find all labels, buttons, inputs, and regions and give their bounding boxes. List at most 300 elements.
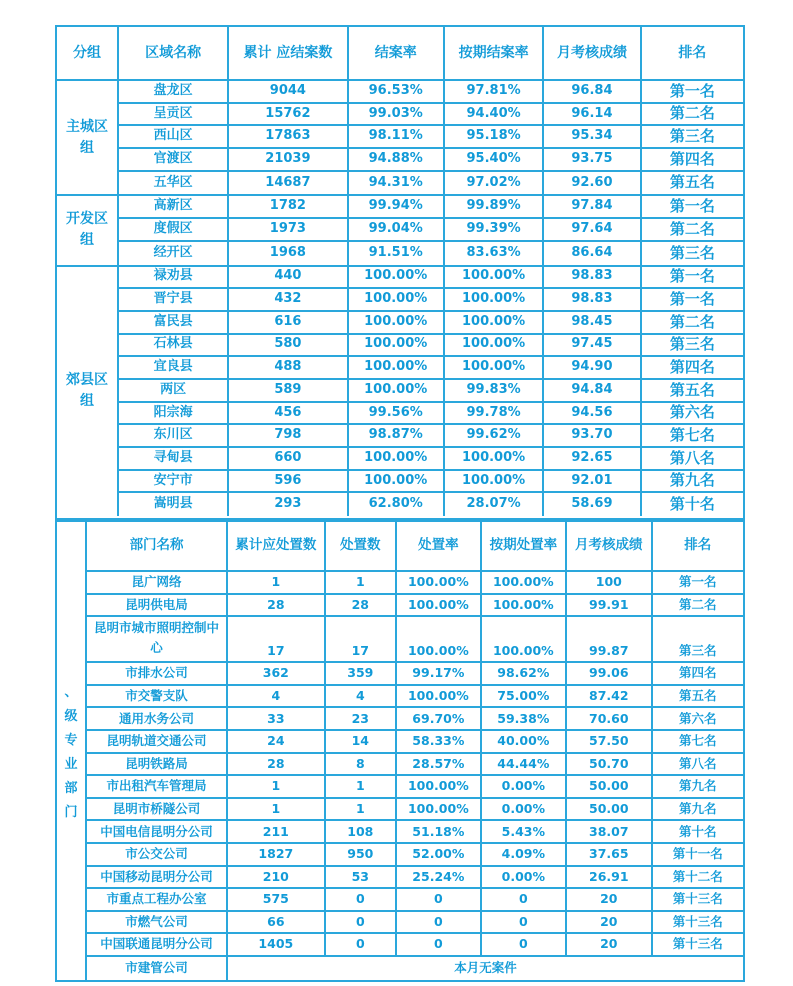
monthly-score-cell: 50.70 xyxy=(567,754,652,775)
district-group xyxy=(57,196,743,266)
monthly-score-cell: 87.42 xyxy=(567,686,652,707)
department-name-cell: 中国电信昆明分公司 xyxy=(87,821,228,842)
rank-cell: 第二名 xyxy=(669,312,715,331)
department-table-header xyxy=(87,522,743,572)
department-name-cell: 昆广网络 xyxy=(87,572,228,593)
region-name-cell: 富民县 xyxy=(119,312,229,333)
department-row xyxy=(87,686,743,709)
district-row xyxy=(119,219,743,242)
rank-cell: 第一名 xyxy=(669,81,715,100)
disposal-rate-cell: 58.33% xyxy=(397,731,482,752)
district-row xyxy=(119,242,743,265)
department-name-cell: 市公交公司 xyxy=(87,844,228,865)
header-cell-cumulative-cases: 累计 应结案数 xyxy=(229,27,348,79)
region-name-cell: 度假区 xyxy=(119,219,229,240)
district-group-rows xyxy=(119,196,743,264)
disposed-count-cell: 1 xyxy=(326,799,398,820)
monthly-score-cell: 93.70 xyxy=(544,425,641,446)
closure-rate-cell: 99.94% xyxy=(349,196,445,217)
ontime-closure-rate-cell: 100.00% xyxy=(445,335,544,356)
ontime-disposal-rate-cell: 0 xyxy=(482,934,567,955)
region-name-cell: 石林县 xyxy=(119,335,229,356)
monthly-score-cell: 57.50 xyxy=(567,731,652,752)
district-row xyxy=(119,357,743,380)
disposed-count-cell: 1 xyxy=(326,776,398,797)
cumulative-cases-cell: 456 xyxy=(229,403,348,424)
ontime-disposal-rate-cell: 59.38% xyxy=(482,708,567,729)
disposal-rate-cell: 0 xyxy=(397,912,482,933)
department-row xyxy=(87,754,743,777)
rank-cell: 第六名 xyxy=(679,710,717,726)
monthly-score-cell: 70.60 xyxy=(567,708,652,729)
disposed-count-cell: 17 xyxy=(326,617,398,661)
department-row xyxy=(87,617,743,663)
monthly-assessment-table xyxy=(55,25,745,982)
closure-rate-cell: 100.00% xyxy=(349,312,445,333)
region-name-cell: 西山区 xyxy=(119,126,229,147)
cumulative-cases-cell: 616 xyxy=(229,312,348,333)
district-group-label: 开发区组 xyxy=(57,196,119,264)
department-name-cell: 昆明供电局 xyxy=(87,595,228,616)
monthly-score-cell: 50.00 xyxy=(567,799,652,820)
cumulative-cases-cell: 15762 xyxy=(229,104,348,125)
closure-rate-cell: 100.00% xyxy=(349,357,445,378)
cumulative-disposals-cell: 211 xyxy=(228,821,325,842)
district-row xyxy=(119,425,743,448)
rank-cell: 第三名 xyxy=(669,243,715,262)
cumulative-disposals-cell: 4 xyxy=(228,686,325,707)
cumulative-cases-cell: 488 xyxy=(229,357,348,378)
closure-rate-cell: 96.53% xyxy=(349,81,445,102)
rank-cell: 第十名 xyxy=(669,495,715,514)
disposal-rate-cell: 100.00% xyxy=(397,686,482,707)
ontime-closure-rate-cell: 28.07% xyxy=(445,493,544,516)
closure-rate-cell: 100.00% xyxy=(349,448,445,469)
district-row xyxy=(119,493,743,516)
closure-rate-cell: 94.88% xyxy=(349,149,445,170)
department-name-cell: 市重点工程办公室 xyxy=(87,889,228,910)
rank-cell: 第六名 xyxy=(669,403,715,422)
region-name-cell: 禄劝县 xyxy=(119,267,229,288)
header-cell-rank: 排名 xyxy=(684,537,712,554)
disposal-rate-cell: 100.00% xyxy=(397,776,482,797)
district-row xyxy=(119,471,743,494)
rank-cell: 第二名 xyxy=(679,596,717,612)
department-name-cell: 市燃气公司 xyxy=(87,912,228,933)
monthly-score-cell: 98.45 xyxy=(544,312,641,333)
header-cell-group: 分组 xyxy=(57,27,119,79)
district-table-body xyxy=(57,81,743,516)
ontime-disposal-rate-cell: 0.00% xyxy=(482,799,567,820)
disposal-rate-cell: 28.57% xyxy=(397,754,482,775)
district-row xyxy=(119,312,743,335)
monthly-score-cell: 94.56 xyxy=(544,403,641,424)
cumulative-disposals-cell: 1 xyxy=(228,776,325,797)
closure-rate-cell: 98.87% xyxy=(349,425,445,446)
closure-rate-cell: 100.00% xyxy=(349,335,445,356)
closure-rate-cell: 62.80% xyxy=(349,493,445,516)
cumulative-disposals-cell: 28 xyxy=(228,754,325,775)
rank-cell: 第九名 xyxy=(669,471,715,490)
ontime-disposal-rate-cell: 40.00% xyxy=(482,731,567,752)
district-row xyxy=(119,81,743,104)
monthly-score-cell: 98.83 xyxy=(544,289,641,310)
cumulative-disposals-cell: 28 xyxy=(228,595,325,616)
department-row xyxy=(87,663,743,686)
closure-rate-cell: 100.00% xyxy=(349,289,445,310)
monthly-score-cell: 86.64 xyxy=(544,242,641,265)
department-row xyxy=(87,934,743,957)
department-table-main xyxy=(87,522,743,980)
district-table xyxy=(57,27,743,516)
rank-cell: 第一名 xyxy=(669,197,715,216)
disposal-rate-cell: 0 xyxy=(397,934,482,955)
rank-cell: 第三名 xyxy=(679,642,717,658)
disposal-rate-cell: 100.00% xyxy=(397,617,482,661)
region-name-cell: 晋宁县 xyxy=(119,289,229,310)
ontime-closure-rate-cell: 99.39% xyxy=(445,219,544,240)
ontime-closure-rate-cell: 83.63% xyxy=(445,242,544,265)
closure-rate-cell: 100.00% xyxy=(349,380,445,401)
monthly-score-cell: 92.65 xyxy=(544,448,641,469)
closure-rate-cell: 99.56% xyxy=(349,403,445,424)
department-name-cell: 昆明轨道交通公司 xyxy=(87,731,228,752)
disposal-rate-cell: 100.00% xyxy=(397,799,482,820)
region-name-cell: 两区 xyxy=(119,380,229,401)
ontime-closure-rate-cell: 95.18% xyxy=(445,126,544,147)
no-cases-note: 本月无案件 xyxy=(454,960,517,976)
region-name-cell: 官渡区 xyxy=(119,149,229,170)
closure-rate-cell: 91.51% xyxy=(349,242,445,265)
department-row xyxy=(87,708,743,731)
district-group-label: 郊县区组 xyxy=(57,267,119,517)
ontime-closure-rate-cell: 100.00% xyxy=(445,357,544,378)
district-row xyxy=(119,149,743,172)
ontime-disposal-rate-cell: 100.00% xyxy=(482,572,567,593)
monthly-score-cell: 94.84 xyxy=(544,380,641,401)
department-name-cell: 昆明铁路局 xyxy=(87,754,228,775)
monthly-score-cell: 37.65 xyxy=(567,844,652,865)
ontime-closure-rate-cell: 97.81% xyxy=(445,81,544,102)
rank-cell: 第五名 xyxy=(669,173,715,192)
ontime-disposal-rate-cell: 5.43% xyxy=(482,821,567,842)
header-cell-disposed-count: 处置数 xyxy=(326,522,398,570)
district-header-grid xyxy=(119,27,743,79)
monthly-score-cell: 95.34 xyxy=(544,126,641,147)
closure-rate-cell: 99.04% xyxy=(349,219,445,240)
cumulative-disposals-cell: 1827 xyxy=(228,844,325,865)
department-name-cell: 中国移动昆明分公司 xyxy=(87,867,228,888)
rank-cell: 第二名 xyxy=(669,219,715,238)
ontime-closure-rate-cell: 99.89% xyxy=(445,196,544,217)
disposed-count-cell: 4 xyxy=(326,686,398,707)
department-name-cell: 昆明市桥隧公司 xyxy=(87,799,228,820)
ontime-disposal-rate-cell: 98.62% xyxy=(482,663,567,684)
department-row xyxy=(87,912,743,935)
cumulative-cases-cell: 14687 xyxy=(229,172,348,195)
monthly-score-cell: 97.45 xyxy=(544,335,641,356)
district-group xyxy=(57,267,743,517)
cumulative-disposals-cell: 66 xyxy=(228,912,325,933)
department-table xyxy=(57,518,743,980)
disposal-rate-cell: 69.70% xyxy=(397,708,482,729)
rank-cell: 第十三名 xyxy=(672,891,723,907)
ontime-closure-rate-cell: 100.00% xyxy=(445,289,544,310)
side-label-char: 专 xyxy=(64,733,78,749)
ontime-disposal-rate-cell: 0 xyxy=(482,889,567,910)
department-name-cell: 昆明市城市照明控制中心 xyxy=(87,617,228,661)
district-table-header xyxy=(57,27,743,81)
cumulative-disposals-cell: 33 xyxy=(228,708,325,729)
cumulative-disposals-cell: 210 xyxy=(228,867,325,888)
disposed-count-cell: 23 xyxy=(326,708,398,729)
disposal-rate-cell: 99.17% xyxy=(397,663,482,684)
header-cell-department-name: 部门名称 xyxy=(87,522,228,570)
monthly-score-cell: 99.87 xyxy=(567,617,652,661)
header-cell-ontime-closure-rate: 按期结案率 xyxy=(445,27,544,79)
cumulative-disposals-cell: 24 xyxy=(228,731,325,752)
monthly-score-cell: 38.07 xyxy=(567,821,652,842)
district-row xyxy=(119,196,743,219)
department-row xyxy=(87,889,743,912)
closure-rate-cell: 100.00% xyxy=(349,471,445,492)
disposal-rate-cell: 100.00% xyxy=(397,595,482,616)
rank-cell: 第七名 xyxy=(679,733,717,749)
district-row xyxy=(119,104,743,127)
rank-cell: 第十三名 xyxy=(672,936,723,952)
cumulative-cases-cell: 21039 xyxy=(229,149,348,170)
department-row xyxy=(87,776,743,799)
department-name-cell: 中国联通昆明分公司 xyxy=(87,934,228,955)
disposed-count-cell: 950 xyxy=(326,844,398,865)
disposed-count-cell: 0 xyxy=(326,889,398,910)
department-name-cell: 市交警支队 xyxy=(87,686,228,707)
ontime-disposal-rate-cell: 75.00% xyxy=(482,686,567,707)
cumulative-cases-cell: 589 xyxy=(229,380,348,401)
region-name-cell: 呈贡区 xyxy=(119,104,229,125)
monthly-score-cell: 20 xyxy=(567,912,652,933)
department-table-side-label xyxy=(57,522,87,980)
disposed-count-cell: 1 xyxy=(326,572,398,593)
cumulative-cases-cell: 798 xyxy=(229,425,348,446)
cumulative-disposals-cell: 362 xyxy=(228,663,325,684)
monthly-score-cell: 100 xyxy=(567,572,652,593)
cumulative-cases-cell: 9044 xyxy=(229,81,348,102)
department-row xyxy=(87,595,743,618)
cumulative-cases-cell: 17863 xyxy=(229,126,348,147)
rank-cell: 第一名 xyxy=(669,289,715,308)
department-name-cell: 市排水公司 xyxy=(87,663,228,684)
closure-rate-cell: 100.00% xyxy=(349,267,445,288)
region-name-cell: 高新区 xyxy=(119,196,229,217)
ontime-closure-rate-cell: 99.78% xyxy=(445,403,544,424)
header-cell-region-name: 区域名称 xyxy=(119,27,229,79)
monthly-score-cell: 99.91 xyxy=(567,595,652,616)
cumulative-cases-cell: 293 xyxy=(229,493,348,516)
rank-cell: 第五名 xyxy=(669,380,715,399)
side-label-char: 级 xyxy=(64,709,78,725)
rank-cell: 第一名 xyxy=(669,267,715,286)
disposal-rate-cell: 100.00% xyxy=(397,572,482,593)
rank-cell: 第九名 xyxy=(679,778,717,794)
rank-cell: 第四名 xyxy=(669,149,715,168)
disposed-count-cell: 53 xyxy=(326,867,398,888)
region-name-cell: 阳宗海 xyxy=(119,403,229,424)
cumulative-cases-cell: 596 xyxy=(229,471,348,492)
header-cell-monthly-score: 月考核成绩 xyxy=(544,27,641,79)
monthly-score-cell: 20 xyxy=(567,889,652,910)
disposed-count-cell: 8 xyxy=(326,754,398,775)
region-name-cell: 寻甸县 xyxy=(119,448,229,469)
rank-cell: 第一名 xyxy=(679,574,717,590)
monthly-score-cell: 97.84 xyxy=(544,196,641,217)
rank-cell: 第三名 xyxy=(669,127,715,146)
department-table-body xyxy=(87,572,743,957)
rank-cell: 第七名 xyxy=(669,426,715,445)
cumulative-disposals-cell: 1 xyxy=(228,572,325,593)
rank-cell: 第五名 xyxy=(679,687,717,703)
disposed-count-cell: 108 xyxy=(326,821,398,842)
cumulative-disposals-cell: 17 xyxy=(228,617,325,661)
disposal-rate-cell: 25.24% xyxy=(397,867,482,888)
district-row xyxy=(119,448,743,471)
cumulative-cases-cell: 432 xyxy=(229,289,348,310)
cumulative-cases-cell: 660 xyxy=(229,448,348,469)
region-name-cell: 五华区 xyxy=(119,172,229,195)
header-cell-monthly-score: 月考核成绩 xyxy=(567,522,652,570)
cumulative-disposals-cell: 575 xyxy=(228,889,325,910)
side-label-char: 门 xyxy=(64,805,78,821)
rank-cell: 第八名 xyxy=(679,755,717,771)
ontime-closure-rate-cell: 100.00% xyxy=(445,448,544,469)
department-name-cell: 市建管公司 xyxy=(87,957,228,980)
region-name-cell: 经开区 xyxy=(119,242,229,265)
district-group xyxy=(57,81,743,196)
region-name-cell: 嵩明县 xyxy=(119,493,229,516)
closure-rate-cell: 98.11% xyxy=(349,126,445,147)
monthly-score-cell: 50.00 xyxy=(567,776,652,797)
rank-cell: 第十三名 xyxy=(672,913,723,929)
header-cell-cumulative-disposals: 累计应处置数 xyxy=(228,522,325,570)
rank-cell: 第九名 xyxy=(679,800,717,816)
monthly-score-cell: 96.14 xyxy=(544,104,641,125)
disposed-count-cell: 359 xyxy=(326,663,398,684)
region-name-cell: 盘龙区 xyxy=(119,81,229,102)
cumulative-cases-cell: 1973 xyxy=(229,219,348,240)
district-row xyxy=(119,403,743,426)
disposed-count-cell: 0 xyxy=(326,912,398,933)
rank-cell: 第十一名 xyxy=(672,846,723,862)
rank-cell: 第二名 xyxy=(669,104,715,123)
ontime-disposal-rate-cell: 0.00% xyxy=(482,776,567,797)
ontime-disposal-rate-cell: 44.44% xyxy=(482,754,567,775)
ontime-closure-rate-cell: 99.83% xyxy=(445,380,544,401)
district-group-rows xyxy=(119,267,743,517)
ontime-disposal-rate-cell: 0.00% xyxy=(482,867,567,888)
ontime-closure-rate-cell: 94.40% xyxy=(445,104,544,125)
monthly-score-cell: 58.69 xyxy=(544,493,641,516)
monthly-score-cell: 92.60 xyxy=(544,172,641,195)
disposal-rate-cell: 0 xyxy=(397,889,482,910)
rank-cell: 第十二名 xyxy=(672,868,723,884)
ontime-closure-rate-cell: 95.40% xyxy=(445,149,544,170)
ontime-disposal-rate-cell: 4.09% xyxy=(482,844,567,865)
cumulative-cases-cell: 1782 xyxy=(229,196,348,217)
side-label-char: 、 xyxy=(64,685,78,701)
side-label-char: 业 xyxy=(64,757,78,773)
department-name-cell: 通用水务公司 xyxy=(87,708,228,729)
ontime-closure-rate-cell: 99.62% xyxy=(445,425,544,446)
cumulative-cases-cell: 440 xyxy=(229,267,348,288)
department-name-cell: 市出租汽车管理局 xyxy=(87,776,228,797)
rank-cell: 第四名 xyxy=(669,357,715,376)
disposed-count-cell: 0 xyxy=(326,934,398,955)
department-row xyxy=(87,731,743,754)
district-row xyxy=(119,289,743,312)
cumulative-disposals-cell: 1 xyxy=(228,799,325,820)
region-name-cell: 东川区 xyxy=(119,425,229,446)
monthly-score-cell: 94.90 xyxy=(544,357,641,378)
disposed-count-cell: 28 xyxy=(326,595,398,616)
department-row xyxy=(87,572,743,595)
region-name-cell: 安宁市 xyxy=(119,471,229,492)
department-row xyxy=(87,867,743,890)
district-group-rows xyxy=(119,81,743,194)
district-row xyxy=(119,126,743,149)
ontime-closure-rate-cell: 100.00% xyxy=(445,312,544,333)
closure-rate-cell: 99.03% xyxy=(349,104,445,125)
cumulative-cases-cell: 580 xyxy=(229,335,348,356)
ontime-closure-rate-cell: 100.00% xyxy=(445,471,544,492)
department-row xyxy=(87,844,743,867)
closure-rate-cell: 94.31% xyxy=(349,172,445,195)
cumulative-cases-cell: 1968 xyxy=(229,242,348,265)
monthly-score-cell: 97.64 xyxy=(544,219,641,240)
cumulative-disposals-cell: 1405 xyxy=(228,934,325,955)
department-row xyxy=(87,799,743,822)
header-cell-rank: 排名 xyxy=(678,44,707,61)
ontime-disposal-rate-cell: 100.00% xyxy=(482,595,567,616)
district-row xyxy=(119,172,743,195)
ontime-disposal-rate-cell: 0 xyxy=(482,912,567,933)
department-row xyxy=(87,821,743,844)
header-cell-closure-rate: 结案率 xyxy=(349,27,445,79)
monthly-score-cell: 98.83 xyxy=(544,267,641,288)
district-row xyxy=(119,267,743,290)
monthly-score-cell: 92.01 xyxy=(544,471,641,492)
rank-cell: 第三名 xyxy=(669,335,715,354)
rank-cell: 第八名 xyxy=(669,448,715,467)
monthly-score-cell: 93.75 xyxy=(544,149,641,170)
monthly-score-cell: 99.06 xyxy=(567,663,652,684)
monthly-score-cell: 20 xyxy=(567,934,652,955)
ontime-disposal-rate-cell: 100.00% xyxy=(482,617,567,661)
district-row xyxy=(119,380,743,403)
ontime-closure-rate-cell: 100.00% xyxy=(445,267,544,288)
district-row xyxy=(119,335,743,358)
disposal-rate-cell: 52.00% xyxy=(397,844,482,865)
rank-cell: 第十名 xyxy=(679,823,717,839)
disposed-count-cell: 14 xyxy=(326,731,398,752)
monthly-score-cell: 26.91 xyxy=(567,867,652,888)
rank-cell: 第四名 xyxy=(679,665,717,681)
side-label-char: 部 xyxy=(64,781,78,797)
header-cell-ontime-disposal-rate: 按期处置率 xyxy=(482,522,567,570)
disposal-rate-cell: 51.18% xyxy=(397,821,482,842)
monthly-score-cell: 96.84 xyxy=(544,81,641,102)
department-footer-row xyxy=(87,957,743,980)
ontime-closure-rate-cell: 97.02% xyxy=(445,172,544,195)
